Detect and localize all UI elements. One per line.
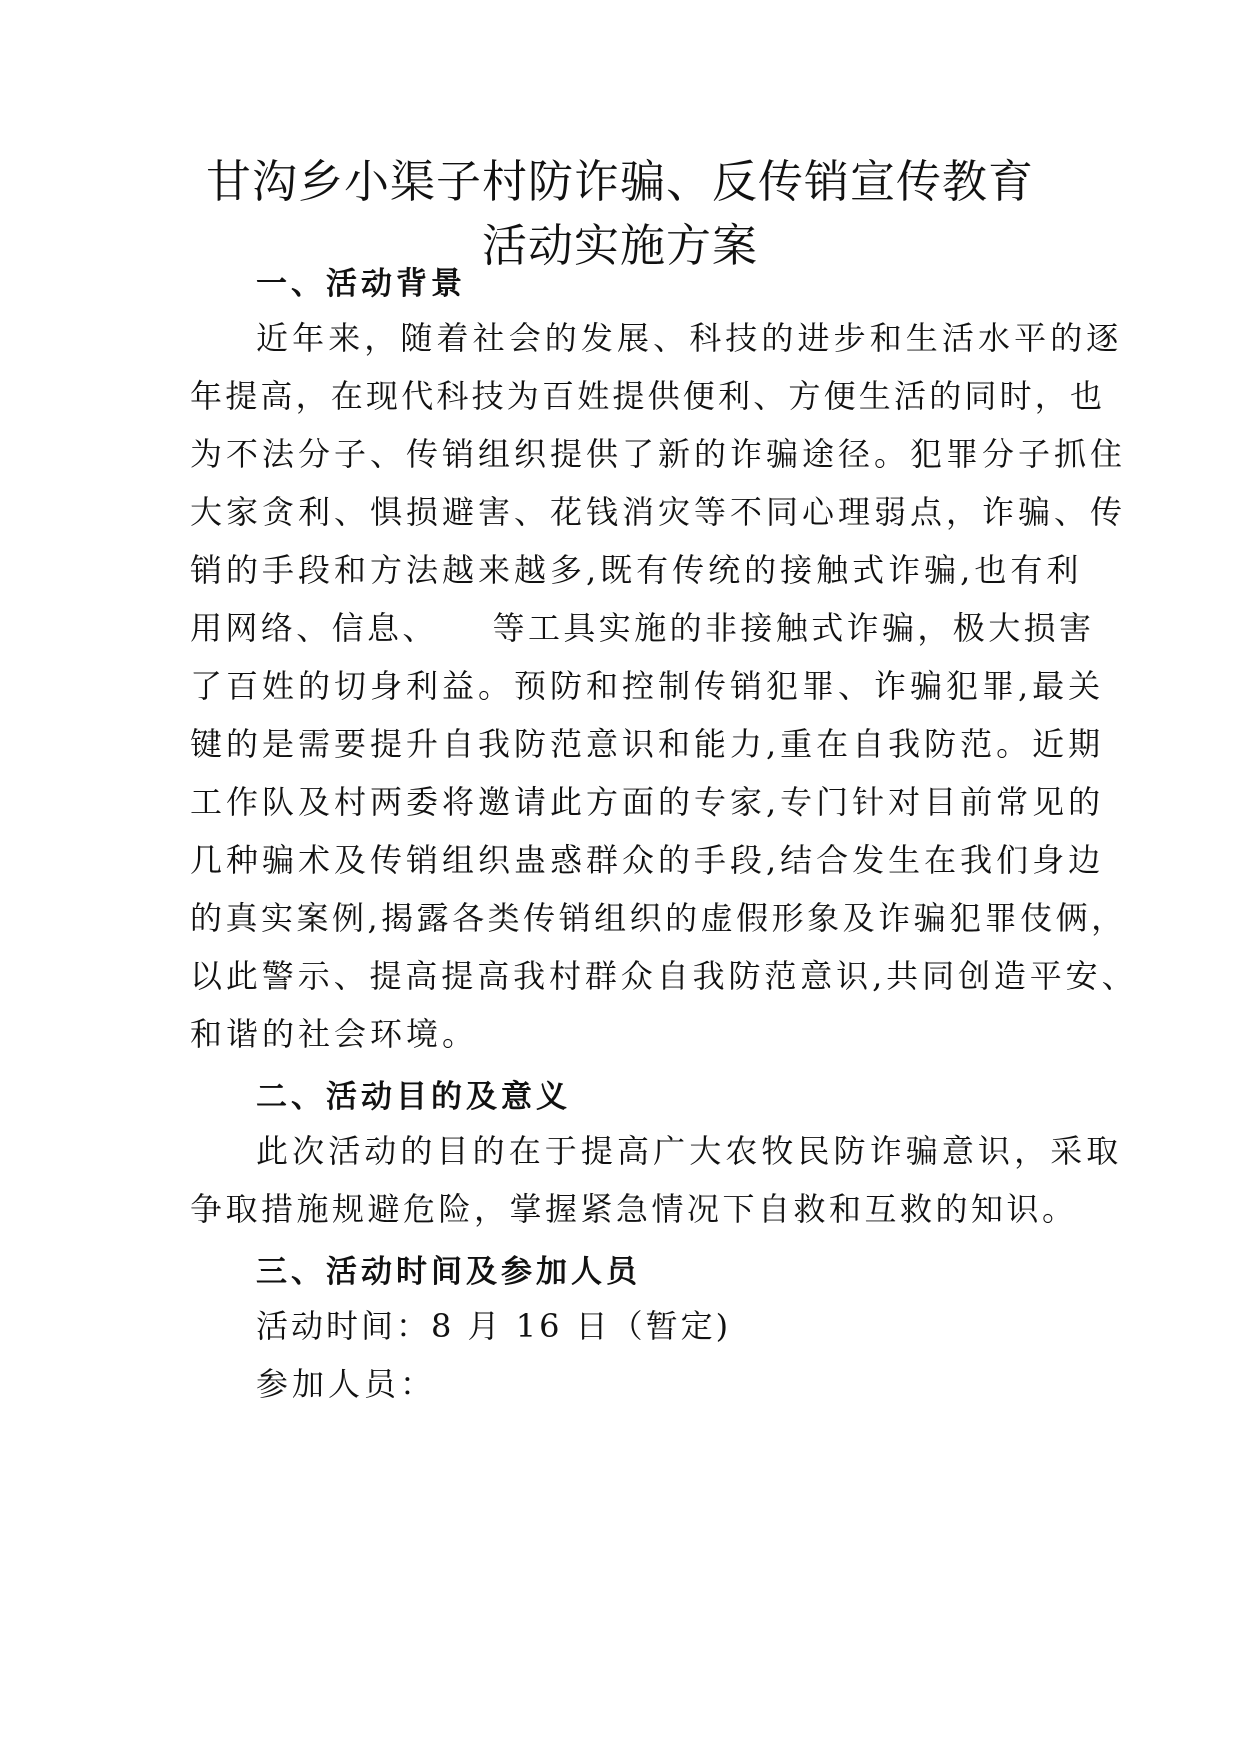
paragraph-line: 年提高，在现代科技为百姓提供便利、方便生活的同时，也 xyxy=(190,377,1106,415)
section-heading-purpose: 二、活动目的及意义 xyxy=(256,1079,571,1115)
paragraph-line: 工作队及村两委将邀请此方面的专家,专门针对目前常见的 xyxy=(190,783,1105,821)
paragraph-line: 销的手段和方法越来越多,既有传统的接触式诈骗,也有利 xyxy=(190,551,1083,589)
document-title-line-2: 活动实施方案 xyxy=(481,219,758,272)
paragraph-line: 为不法分子、传销组织提供了新的诈骗途径。犯罪分子抓住 xyxy=(190,435,1127,473)
paragraph-line: 键的是需要提升自我防范意识和能力,重在自我防范。近期 xyxy=(190,725,1105,763)
document-title-line-1: 甘沟乡小渠子村防诈骗、反传销宣传教育 xyxy=(205,155,1034,208)
paragraph-line: 大家贪利、惧损避害、花钱消灾等不同心理弱点，诈骗、传 xyxy=(190,493,1127,531)
paragraph-line: 了百姓的切身利益。预防和控制传销犯罪、诈骗犯罪,最关 xyxy=(190,667,1105,705)
paragraph-line: 争取措施规避危险，掌握紧急情况下自救和互救的知识。 xyxy=(190,1190,1078,1228)
paragraph-line: 近年来，随着社会的发展、科技的进步和生活水平的逐 xyxy=(256,319,1123,357)
paragraph-line: 的真实案例,揭露各类传销组织的虚假形象及诈骗犯罪伎俩， xyxy=(190,899,1127,937)
paragraph-line: 此次活动的目的在于提高广大农牧民防诈骗意识，采取 xyxy=(256,1132,1123,1170)
paragraph-line: 和谐的社会环境。 xyxy=(190,1015,479,1053)
section-heading-time-participants: 三、活动时间及参加人员 xyxy=(256,1254,641,1290)
paragraph-line: 用网络、信息、 等工具实施的非接触式诈骗，极大损害 xyxy=(190,609,1095,647)
activity-time-line: 活动时间：8 月 16 日（暂定) xyxy=(256,1307,732,1345)
section-heading-background: 一、活动背景 xyxy=(256,266,466,302)
paragraph-line: 以此警示、提高提高我村群众自我防范意识,共同创造平安、 xyxy=(190,957,1138,995)
participants-line: 参加人员： xyxy=(256,1365,437,1403)
paragraph-line: 几种骗术及传销组织蛊惑群众的手段,结合发生在我们身边 xyxy=(190,841,1105,879)
